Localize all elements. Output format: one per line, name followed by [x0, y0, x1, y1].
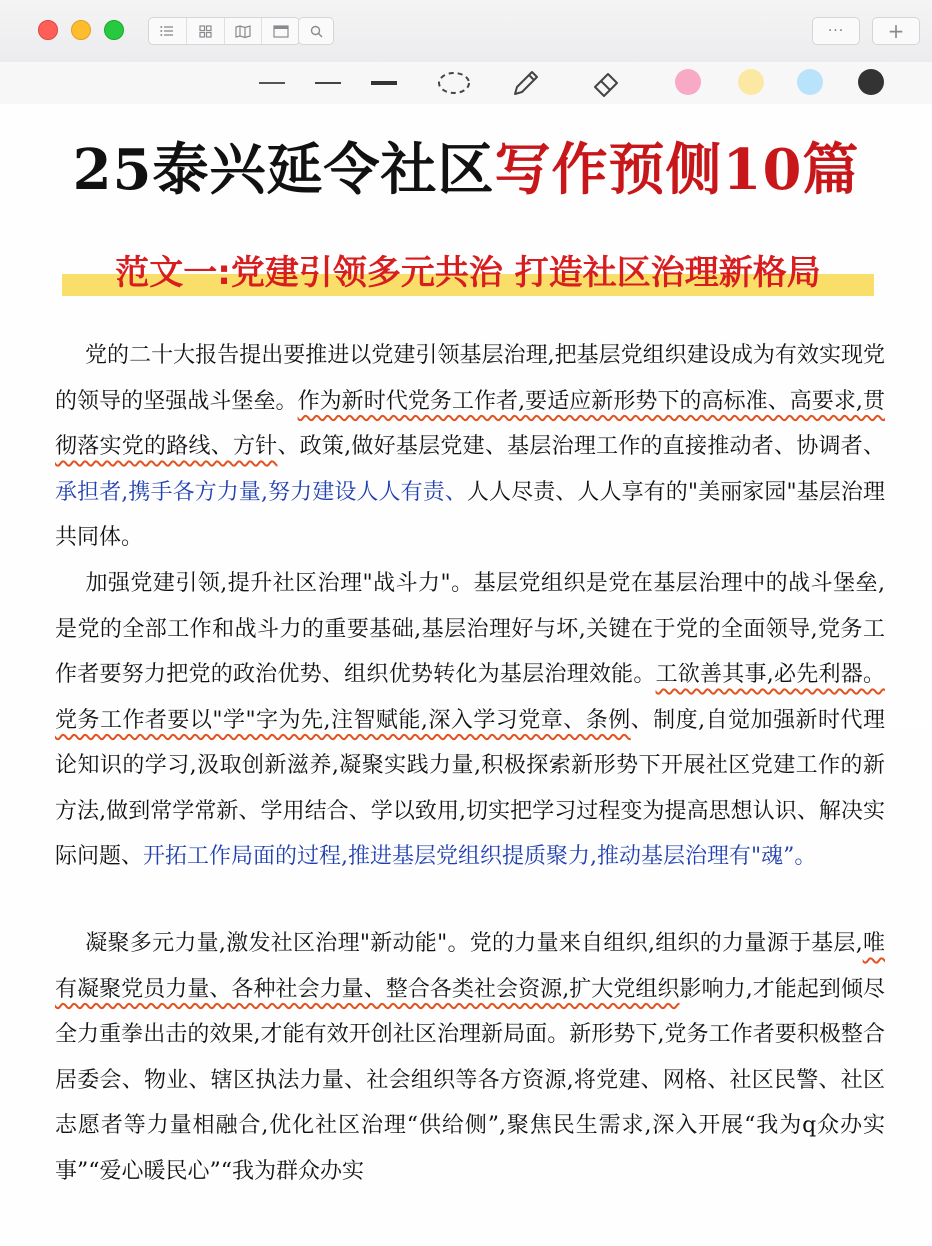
- thin-line-icon: [259, 82, 285, 84]
- title-part-black: 25泰兴延令社区: [72, 137, 495, 203]
- thick-line-icon: [371, 81, 397, 85]
- subtitle-block: [62, 250, 874, 298]
- medium-stroke-tool[interactable]: [314, 62, 342, 104]
- yellow-color-swatch[interactable]: [738, 69, 764, 95]
- paragraph-3: [55, 921, 885, 1194]
- more-options-label: ···: [827, 23, 845, 39]
- more-options-button[interactable]: [812, 17, 860, 45]
- window-view-button[interactable]: [262, 18, 299, 44]
- medium-line-icon: [315, 82, 341, 85]
- map-icon: [235, 25, 251, 38]
- paragraph-1: [55, 333, 885, 561]
- search-button[interactable]: [298, 17, 334, 45]
- grid-icon: [199, 25, 212, 38]
- list-view-button[interactable]: [149, 18, 187, 44]
- pen-tool[interactable]: [506, 62, 546, 104]
- p3-wavy-underline: 唯有凝聚党员力量、各种社会力量、整合各类社会资源,扩大党组织: [55, 931, 885, 1002]
- p1-text-e: 人人尽责、人人享有的"美丽家园"基层治理共同体。: [55, 479, 885, 550]
- window-titlebar: [0, 0, 932, 63]
- pink-color-swatch[interactable]: [675, 69, 701, 95]
- thin-stroke-tool[interactable]: [258, 62, 286, 104]
- search-icon: [310, 25, 323, 38]
- lasso-tool[interactable]: [434, 62, 474, 104]
- document-title: [0, 134, 932, 206]
- title-part-red: 写作预侧10篇: [494, 137, 860, 203]
- map-view-button[interactable]: [225, 18, 263, 44]
- window-icon: [273, 25, 289, 38]
- list-icon: [160, 25, 174, 37]
- p2-text-c: 、制度,自觉加强新时代理论知识的学习,汲取创新滋养,凝聚实践力量,积极探索新形势下开展社区党建工作的新方法,做到常学常新、学用结合、学以致用,切实把学习过程变为提高思想认识、解决实际问题、: [55, 707, 885, 869]
- p1-wavy-underline: 作为新时代党务工作者,要适应新形势下的高标准、高要求,贯彻落实党的路线、方针: [55, 388, 885, 459]
- markup-toolbar: [0, 62, 932, 104]
- add-label: +: [887, 19, 905, 43]
- p1-blue-text: 承担者,携手各方力量,努力建设人人有责、: [55, 479, 467, 505]
- subtitle: 范文一:党建引领多元共治 打造社区治理新格局: [115, 253, 821, 293]
- view-mode-segmented-control: [148, 17, 300, 45]
- p3-text-c: 影响力,才能起到倾尽全力重拳出击的效果,才能有效开创社区治理新局面。新形势下,党务工作者要积极整合居委会、物业、辖区执法力量、社会组织等各方资源,将党建、网格、社区民警、社区志愿者等力量相融合,优化社区治理“供给侧”,聚焦民生需求,深入开展“我为q众办实事”“爱心暖民心”“我为群众办实: [55, 976, 885, 1184]
- close-window-button[interactable]: [38, 20, 58, 40]
- p2-text-a: 加强党建引领,提升社区治理"战斗力"。基层党组织是党在基层治理中的战斗堡垒,是党的全部工作和战斗力的重要基础,基层治理好与坏,关键在于党的全面领导,党务工作者要努力把党的政治优势、组织优势转化为基层治理效能。: [55, 571, 885, 687]
- eraser-icon: [589, 66, 623, 100]
- thick-stroke-tool[interactable]: [370, 62, 398, 104]
- paragraph-2: [55, 561, 885, 880]
- zoom-window-button[interactable]: [104, 20, 124, 40]
- grid-view-button[interactable]: [187, 18, 225, 44]
- black-color-swatch[interactable]: [858, 69, 884, 95]
- page-edge-marker: [886, 721, 932, 724]
- p1-text-a: 党的二十大报告提出要推进以党建引领基层治理,把基层党组织建设成为有效实现党的领导的坚强战斗堡垒。: [55, 343, 885, 414]
- p3-text-a: 凝聚多元力量,激发社区治理"新动能"。党的力量来自组织,组织的力量源于基层,: [85, 931, 863, 956]
- minimize-window-button[interactable]: [71, 20, 91, 40]
- eraser-tool[interactable]: [586, 62, 626, 104]
- add-button[interactable]: [872, 17, 920, 45]
- blue-color-swatch[interactable]: [797, 69, 823, 95]
- p1-text-c: 、政策,做好基层党建、基层治理工作的直接推动者、协调者、: [277, 434, 885, 459]
- pencil-icon: [509, 66, 543, 100]
- p2-wavy-underline: 工欲善其事,必先利器。党务工作者要以"学"字为先,注智赋能,深入学习党章、条例: [55, 662, 885, 733]
- lasso-icon: [436, 70, 472, 96]
- p2-blue-text: 开拓工作局面的过程,推进基层党组织提质聚力,推动基层治理有"魂”。: [143, 844, 817, 869]
